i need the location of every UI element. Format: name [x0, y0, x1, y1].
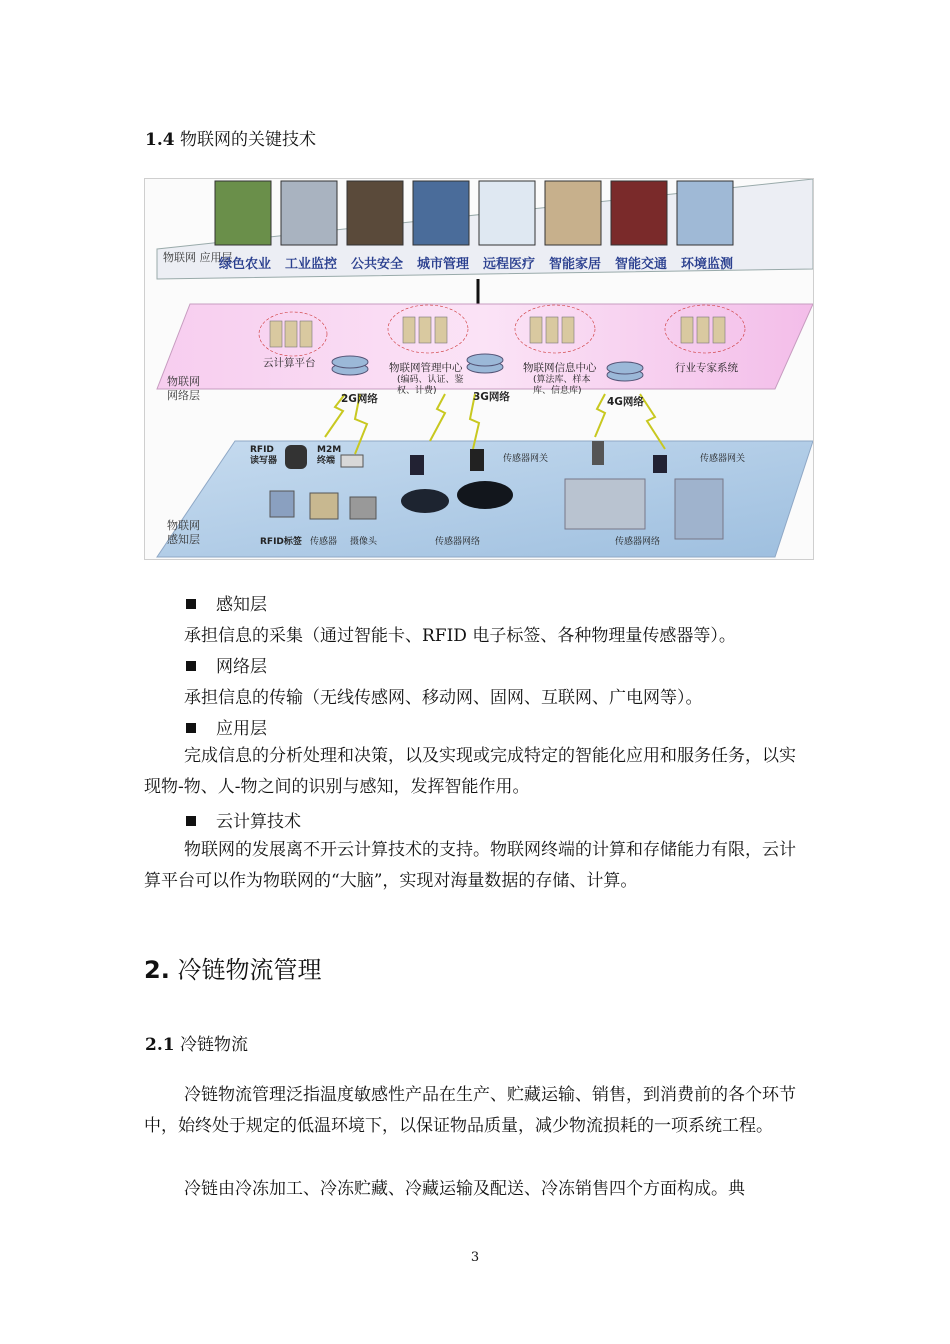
node-mgmt-center: 物联网管理中心: [389, 362, 463, 374]
bullet-square-icon: [186, 723, 196, 733]
section-heading-2: [144, 950, 321, 985]
iot-architecture-figure: [144, 178, 814, 560]
label-sensor-gateway-2: 传感器网关: [700, 454, 746, 464]
bullet-perception-layer: [186, 590, 267, 615]
label-camera: 摄像头: [350, 537, 378, 547]
label-3g: 3G网络: [473, 391, 510, 403]
bullet-title: 应用层: [216, 719, 267, 739]
label-m2m-terminal: M2M 终端: [317, 445, 342, 466]
layer-label-network: 物联网 网络层: [167, 375, 200, 402]
app-label-traffic: 智能交通: [615, 257, 668, 272]
bullet-title: 云计算技术: [216, 812, 301, 832]
section-heading-2-1: [145, 1030, 248, 1055]
bullet-cloud-computing: [186, 807, 301, 832]
layer-label-perception: 物联网 感知层: [167, 519, 200, 546]
app-label-smart-home: 智能家居: [549, 257, 602, 272]
bullet-square-icon: [186, 816, 196, 826]
app-label-environment: 环境监测: [681, 257, 734, 272]
node-info-center: 物联网信息中心: [523, 362, 597, 374]
bullet-network-layer: [186, 652, 267, 677]
section-number: 2.: [144, 956, 170, 984]
section-number: 1.4: [145, 130, 175, 150]
paragraph-cold-chain-components: 冷链由冷冻加工、冷冻贮藏、冷藏运输及配送、冷冻销售四个方面构成。典: [184, 1179, 745, 1199]
node-cloud-platform: 云计算平台: [263, 357, 316, 369]
section-title: 物联网的关键技术: [179, 130, 316, 150]
page-number: 3: [470, 1250, 480, 1265]
bullet-text-cloud: 物联网的发展离不开云计算技术的支持。物联网终端的计算和存储能力有限，云计算平台可以作为物联网的“大脑”，实现对海量数据的存储、计算。: [144, 840, 796, 891]
bullet-text-application: 完成信息的分析处理和决策，以及实现或完成特定的智能化应用和服务任务，以实现物-物、人-物之间的识别与感知，发挥智能作用。: [144, 746, 796, 797]
node-expert-system: 行业专家系统: [675, 362, 738, 374]
app-label-telemedicine: 远程医疗: [483, 257, 536, 272]
layer-label-application: 物联网 应用层: [163, 251, 233, 264]
app-label-agriculture: 绿色农业: [219, 257, 272, 272]
bullet-title: 网络层: [216, 657, 267, 677]
label-2g: 2G网络: [341, 393, 378, 405]
app-label-public-safety: 公共安全: [351, 257, 404, 272]
label-rfid-reader: RFID 读写器: [250, 445, 278, 466]
section-title: 冷链物流管理: [177, 956, 322, 984]
bullet-application-layer: [186, 714, 267, 739]
bullet-text-network: 承担信息的传输（无线传感网、移动网、固网、互联网、广电网等）。: [184, 688, 703, 708]
app-label-industrial: 工业监控: [285, 257, 338, 272]
label-sensor: 传感器: [310, 537, 338, 547]
bullet-text-perception: 承担信息的采集（通过智能卡、RFID 电子标签、各种物理量传感器等）。: [184, 626, 736, 646]
bullet-square-icon: [186, 599, 196, 609]
section-title: 冷链物流: [179, 1035, 248, 1055]
label-sensor-network-1: 传感器网络: [435, 537, 481, 547]
label-sensor-network-2: 传感器网络: [615, 537, 661, 547]
node-mgmt-desc: (编码、认证、鉴 权、计费): [397, 375, 464, 396]
section-heading-1-4: [145, 125, 316, 150]
label-sensor-gateway-1: 传感器网关: [503, 454, 549, 464]
bullet-square-icon: [186, 661, 196, 671]
node-info-desc: (算法库、样本 库、信息库): [533, 375, 591, 396]
section-number: 2.1: [145, 1035, 175, 1055]
label-rfid-tag: RFID标签: [260, 537, 302, 547]
label-4g: 4G网络: [607, 396, 644, 408]
app-label-city: 城市管理: [417, 257, 470, 272]
paragraph-cold-chain-definition: 冷链物流管理泛指温度敏感性产品在生产、贮藏运输、销售，到消费前的各个环节中，始终处于规定的低温环境下，以保证物品质量，减少物流损耗的一项系统工程。: [144, 1085, 796, 1136]
bullet-title: 感知层: [216, 595, 267, 615]
